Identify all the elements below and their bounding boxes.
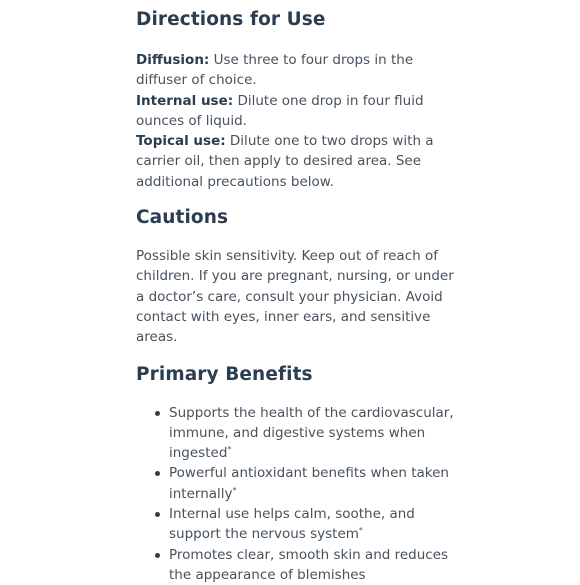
directions-topical bbox=[136, 131, 461, 192]
cautions-text: Possible skin sensitivity. Keep out of reach of children. If you are pregnant, nursing, or under a doctor’s care, consult your physician. Avoid contact with eyes, inner ears, and sensitive areas. bbox=[136, 248, 454, 346]
directions-diffusion-label: Diffusion: bbox=[136, 52, 210, 68]
directions-diffusion-text: Use three to four drops in the diffuser of choice. bbox=[136, 52, 414, 89]
footnote-mark: * bbox=[227, 445, 232, 455]
benefit-text: Supports the health of the cardiovascular, immune, and digestive systems when ingested bbox=[169, 404, 454, 462]
footnote-mark: * bbox=[232, 485, 237, 495]
directions-internal-label: Internal use: bbox=[136, 92, 234, 109]
directions-internal bbox=[136, 91, 461, 132]
bullet-icon bbox=[155, 512, 160, 517]
benefits-heading: Primary Benefits bbox=[136, 363, 313, 385]
list-item bbox=[136, 504, 461, 545]
directions-heading: Directions for Use bbox=[136, 9, 326, 30]
product-details-content bbox=[136, 8, 461, 585]
cautions-heading: Cautions bbox=[136, 207, 229, 229]
benefit-text: Powerful antioxidant benefits when taken internally bbox=[169, 465, 449, 502]
directions-diffusion bbox=[136, 50, 461, 91]
benefit-text: Promotes clear, smooth skin and reduces the appearance of blemishes bbox=[169, 546, 449, 583]
benefits-list bbox=[136, 403, 461, 585]
footnote-mark: * bbox=[358, 526, 363, 536]
bullet-icon bbox=[155, 553, 160, 558]
list-item bbox=[136, 545, 461, 585]
directions-section bbox=[136, 50, 461, 192]
directions-internal-text: Dilute one drop in four fluid ounces of liquid. bbox=[136, 92, 424, 129]
bullet-icon bbox=[155, 411, 160, 416]
directions-topical-label: Topical use: bbox=[136, 133, 226, 150]
directions-topical-text: Dilute one to two drops with a carrier oil, then apply to desired area. See additional precautions below. bbox=[136, 133, 434, 190]
list-item bbox=[136, 403, 461, 464]
bullet-icon bbox=[155, 471, 160, 476]
list-item bbox=[136, 463, 461, 504]
benefit-text: Internal use helps calm, soothe, and support the nervous system bbox=[169, 506, 415, 543]
